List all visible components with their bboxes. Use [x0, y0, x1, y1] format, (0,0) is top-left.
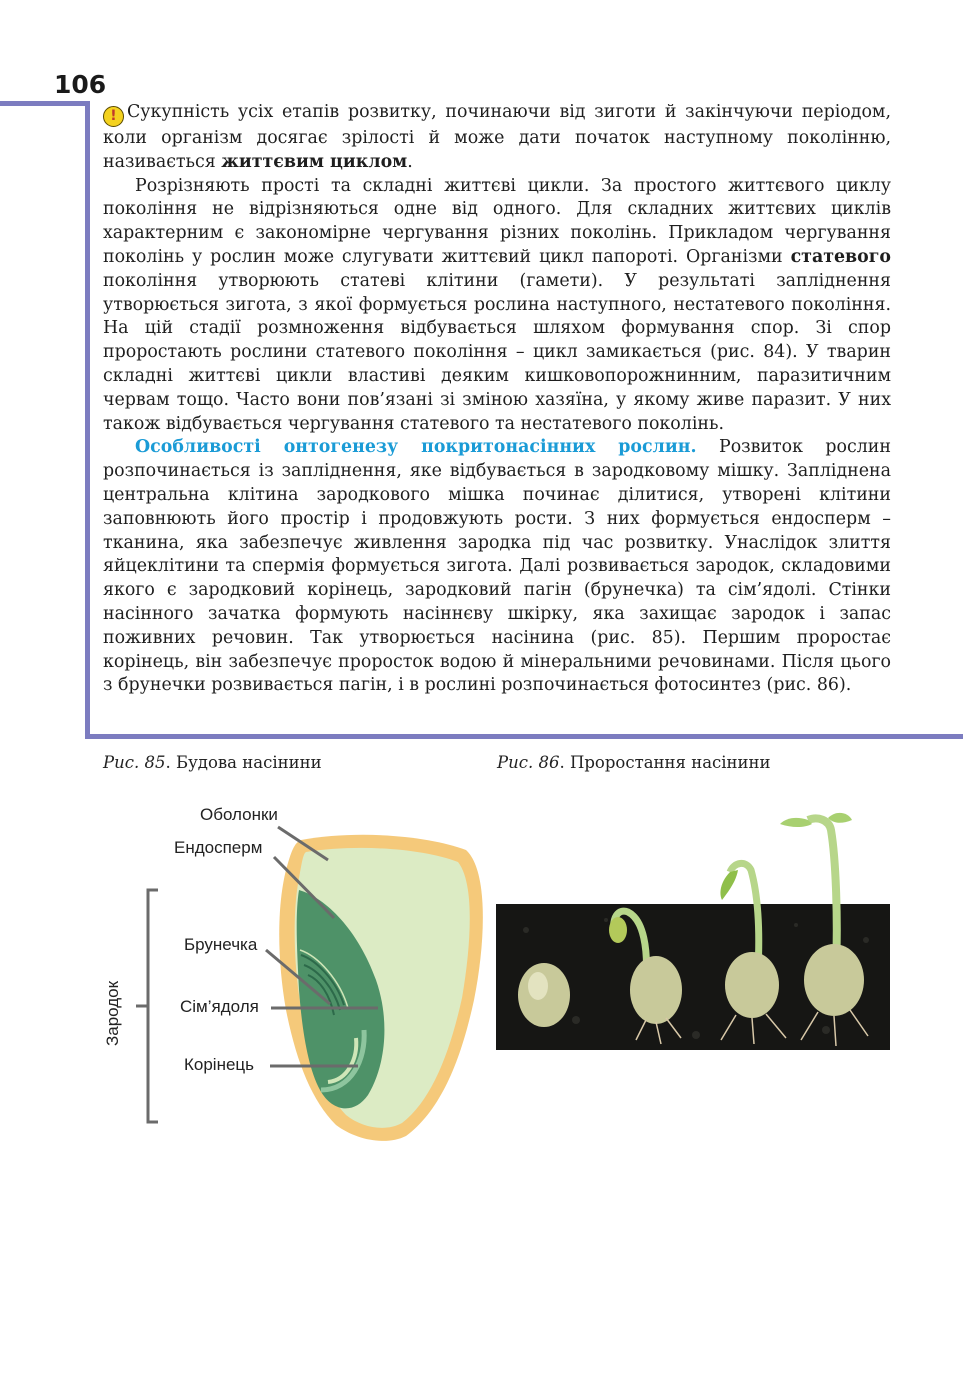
- text-run: .: [407, 151, 413, 172]
- frame-left-rule: [85, 101, 90, 737]
- main-text: [103, 101, 891, 698]
- label-cotyledon: Сім’ядоля: [180, 997, 259, 1016]
- figure-title: . Будова насінини: [165, 753, 322, 772]
- label-coats: Оболонки: [200, 805, 278, 824]
- text-run: Розвиток рослин розпочинається із запліднення, яке відбувається в зародковому мішку. Запліднена центральна клітина зародкового мішка починає ділитися, утворені клітини заповнюють його простір і продовжують рости. З них формується ендосперм – тканина, яка забезпечує живлення зародка під час розвитку. Унаслідок злиття яйцеклітини та спермія формується зигота. Далі розвивається зародок, складовими якого є зародковий корінець, зародковий пагін (брунечка) та сім’ядолі. Стінки насінного зачатка формують насіннєву шкірку, яка захищає зародок і запас поживних речовин. Так утворюється насінина (рис. 85). Першим проростає корінець, він забезпечує проросток водою й мінеральними речовинами. Після цього з брунечки розвивається пагін, і в рослині розпочинається фотосинтез (рис. 86).: [103, 437, 891, 696]
- bold-term: статевого: [790, 246, 891, 267]
- seed-structure-diagram: [96, 790, 491, 1150]
- text-run: Розрізняють прості та складні життєві цикли. За простого життєвого циклу покоління не відрізняються одне від одного. Для складних життєвих циклів характерним є закономірне чергування різних поколінь. Прикладом чергування поколінь у рослин може слугувати життєвий цикл папороті. Організми: [103, 175, 891, 267]
- figure-title: . Проростання насінини: [559, 753, 771, 772]
- label-embryo: Зародок: [103, 980, 122, 1046]
- frame-bottom-rule: [85, 734, 963, 739]
- frame-top-rule: [0, 101, 90, 106]
- seedling-stage-1: [518, 963, 570, 1027]
- figure-85-caption: [103, 753, 322, 772]
- figure-label: Рис. 86: [497, 753, 560, 772]
- germination-photo: [496, 800, 890, 1050]
- label-root: Корінець: [184, 1055, 255, 1074]
- text-run: покоління утворюють статеві клітини (гамети). У результаті запліднення утворюється зигота, з якої формується рослина наступного, нестатевого покоління. На цій стадії розмноження відбувається шляхом формування спор. Зі спор проростають рослини статевого покоління – цикл замикається (рис. 84). У тварин складні життєві цикли властиві деяким кишковопорожнинним, паразитичним червам тощо. Часто вони пов’язані зі зміною хазяїна, у якому живе паразит. У них також відбувається чергування статевого та нестатевого поколінь.: [103, 270, 891, 434]
- page-number: 106: [54, 70, 107, 99]
- embryo-bracket: [136, 890, 158, 1122]
- exclamation-icon: !: [103, 106, 124, 127]
- bold-term: життєвим циклом: [221, 151, 408, 172]
- figure-86-caption: [497, 753, 771, 772]
- paragraph-life-cycles: [103, 175, 891, 437]
- section-heading: Особливості онтогенезу покритонасінних рослин.: [135, 437, 697, 458]
- label-bud: Брунечка: [184, 935, 258, 954]
- label-endosperm: Ендосперм: [174, 838, 263, 857]
- paragraph-definition: [103, 101, 891, 175]
- paragraph-ontogenesis: [103, 436, 891, 698]
- figure-label: Рис. 85: [103, 753, 166, 772]
- text-run: Сукупність усіх етапів розвитку, починаючи від зиготи й закінчуючи періодом, коли організм досягає зрілості й може дати початок наступному поколінню, називається: [103, 102, 891, 172]
